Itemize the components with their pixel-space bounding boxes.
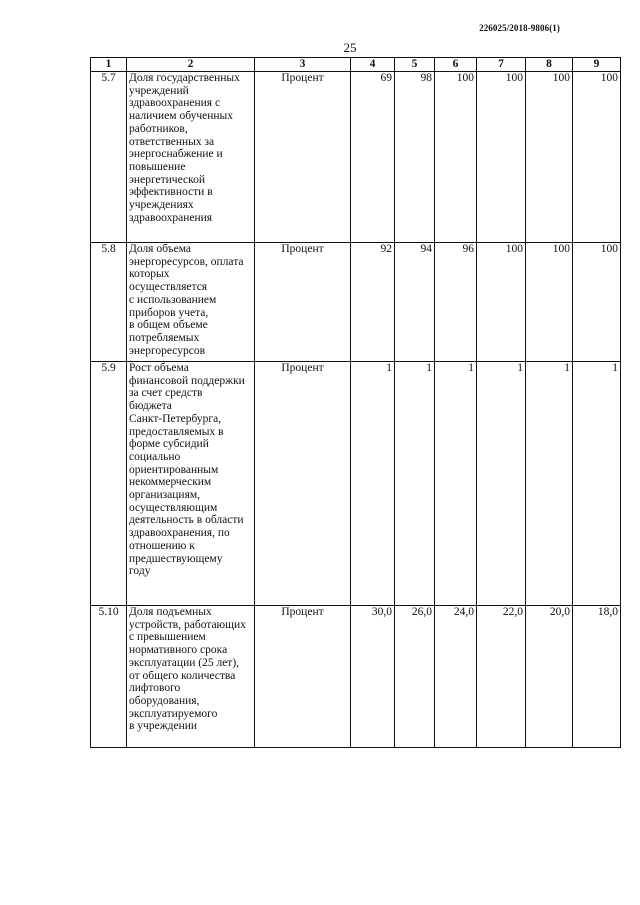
row-unit: Процент <box>255 72 351 243</box>
description-line: учреждений <box>129 84 189 97</box>
value-cell: 100 <box>526 243 573 362</box>
row-description <box>127 243 255 362</box>
header-cell: 5 <box>395 58 435 72</box>
table-row <box>91 72 621 243</box>
value-cell: 20,0 <box>526 606 573 748</box>
description-line: энергоснабжение и <box>129 148 223 161</box>
document-id: 226025/2018-9806(1) <box>479 23 560 33</box>
row-description <box>127 72 255 243</box>
value-cell: 18,0 <box>573 606 621 748</box>
description-line: осуществляется <box>129 281 208 294</box>
description-line: ответственных за <box>129 135 215 148</box>
row-unit: Процент <box>255 243 351 362</box>
description-line: энергоресурсов, оплата <box>129 255 244 268</box>
description-line: некоммерческим <box>129 476 212 489</box>
description-line: в учреждении <box>129 720 198 733</box>
description-line: оборудования, <box>129 694 200 707</box>
description-line: учреждениях <box>129 199 194 212</box>
table-row <box>91 243 621 362</box>
description-line: эксплуатации (25 лет), <box>129 656 240 669</box>
value-cell: 1 <box>395 362 435 606</box>
table-row <box>91 606 621 748</box>
description-line: здравоохранения с <box>129 97 221 110</box>
value-cell: 100 <box>477 243 526 362</box>
description-line: году <box>129 565 151 578</box>
header-cell: 6 <box>435 58 477 72</box>
value-cell: 100 <box>573 243 621 362</box>
description-line: которых <box>129 268 170 281</box>
description-line: потребляемых <box>129 331 200 344</box>
row-number: 5.7 <box>91 72 127 243</box>
row-unit: Процент <box>255 362 351 606</box>
header-cell: 3 <box>255 58 351 72</box>
description-line: нормативного срока <box>129 644 228 657</box>
row-description <box>127 606 255 748</box>
description-line: осуществляющим <box>129 501 218 514</box>
description-line: наличием обученных <box>129 110 234 123</box>
description-line: финансовой поддержки <box>129 374 245 387</box>
value-cell: 98 <box>395 72 435 243</box>
row-description <box>127 362 255 606</box>
value-cell: 69 <box>351 72 395 243</box>
description-line: Рост объема <box>129 362 189 374</box>
header-cell: 1 <box>91 58 127 72</box>
value-cell: 100 <box>526 72 573 243</box>
header-cell: 7 <box>477 58 526 72</box>
value-cell: 1 <box>573 362 621 606</box>
description-line: с использованием <box>129 293 217 306</box>
value-cell: 100 <box>573 72 621 243</box>
description-line: предшествующему <box>129 552 223 565</box>
table-header-row <box>91 58 621 72</box>
description-line: деятельность в области <box>129 514 244 527</box>
description-line: бюджета <box>129 400 172 413</box>
header-cell: 2 <box>127 58 255 72</box>
header-cell: 9 <box>573 58 621 72</box>
description-line: энергоресурсов <box>129 344 206 357</box>
description-line: Доля государственных <box>129 72 240 84</box>
value-cell: 22,0 <box>477 606 526 748</box>
description-line: социально <box>129 450 181 463</box>
description-line: работников, <box>129 122 188 135</box>
value-cell: 96 <box>435 243 477 362</box>
description-line: отношению к <box>129 539 195 552</box>
value-cell: 30,0 <box>351 606 395 748</box>
description-line: ориентированным <box>129 463 219 476</box>
value-cell: 92 <box>351 243 395 362</box>
indicators-table <box>90 57 621 748</box>
description-line: Санкт-Петербурга, <box>129 412 222 425</box>
description-line: повышение <box>129 160 186 173</box>
description-line: от общего количества <box>129 669 236 682</box>
value-cell: 1 <box>351 362 395 606</box>
value-cell: 94 <box>395 243 435 362</box>
description-line: эксплуатируемого <box>129 707 218 720</box>
description-line: приборов учета, <box>129 306 209 319</box>
description-line: здравоохранения, по <box>129 527 230 540</box>
value-cell: 1 <box>526 362 573 606</box>
value-cell: 26,0 <box>395 606 435 748</box>
description-line: энергетической <box>129 173 205 186</box>
description-line: за счет средств <box>129 387 203 400</box>
description-line: лифтового <box>129 682 181 695</box>
description-line: форме субсидий <box>129 438 209 451</box>
table-row <box>91 362 621 606</box>
description-line: эффективности в <box>129 186 213 199</box>
description-line: организациям, <box>129 489 201 502</box>
header-cell: 8 <box>526 58 573 72</box>
value-cell: 100 <box>477 72 526 243</box>
value-cell: 24,0 <box>435 606 477 748</box>
description-line: здравоохранения <box>129 211 213 224</box>
row-unit: Процент <box>255 606 351 748</box>
description-line: Доля объема <box>129 243 192 255</box>
description-line: с превышением <box>129 631 206 644</box>
row-number: 5.8 <box>91 243 127 362</box>
value-cell: 1 <box>435 362 477 606</box>
value-cell: 100 <box>435 72 477 243</box>
value-cell: 1 <box>477 362 526 606</box>
description-line: в общем объеме <box>129 319 208 332</box>
description-line: предоставляемых в <box>129 425 224 438</box>
page-number: 25 <box>343 40 357 55</box>
row-number: 5.9 <box>91 362 127 606</box>
header-cell: 4 <box>351 58 395 72</box>
row-number: 5.10 <box>91 606 127 748</box>
description-line: устройств, работающих <box>129 618 246 631</box>
description-line: Доля подъемных <box>129 606 212 618</box>
